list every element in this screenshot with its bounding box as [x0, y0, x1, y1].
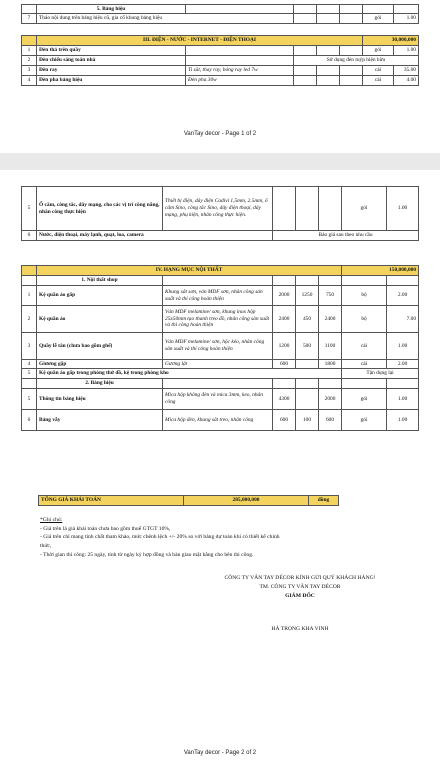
table-row: 4 Giương gặp Gương lật 600 1800 cái 2.00: [22, 360, 419, 369]
grand-total-value: 285,000,000: [184, 496, 309, 506]
table-row: 2 Kệ quần áo Ván MDF melamine/ sơn, khung inox hộp 25x50mm tạo thanh treo đồ, nhân công sản xuất và thi công hoàn thiện 2400 450 2400 bộ 7.00: [22, 306, 419, 333]
subsection-row: 2. Bảng hiệu: [22, 379, 419, 389]
quote-table-page1: [21, 4, 419, 86]
document-page-1: [0, 0, 440, 153]
note-line: thức,: [40, 542, 52, 549]
grand-total-row: [39, 496, 339, 506]
table-row: 1 Đèn thả trên quầy gói 1.00: [22, 46, 419, 56]
table-row: 5 Thông tin bảng hiệu Mica hộp không đèn và mica 3mm, keo, nhân công 4300 2000 gói 1.00: [22, 389, 419, 410]
section-bang-hieu-row: [22, 5, 419, 14]
grand-total-table: [38, 495, 339, 506]
company-name: TM. CÔNG TY VÂN TAY DÉCOR: [259, 583, 341, 590]
quote-table-page2-top: [21, 186, 419, 241]
section-total: 30,000,000: [363, 36, 419, 46]
notes-title: *Ghi chú:: [40, 517, 63, 523]
grand-total-label: TỔNG GIÁ KHÁI TOÁN: [39, 496, 184, 506]
note-line: - Thời gian thi công: 25 ngày, tính từ ngày ký hợp đồng và bàn giao mặt bằng cho bên thi công.: [40, 551, 254, 558]
table-row: 7 Tháo nội dung trên bảng hiệu cũ, gia cố khung bảng hiệu gói 1.00: [22, 14, 419, 24]
table-row: 4 Đèn pha bảng hiệu Đèn pha 30w cái 4.00: [22, 76, 419, 86]
section-4-header: [22, 266, 419, 276]
section-total: 150,000,000: [342, 266, 419, 276]
table-row: 3 Đèn ray Ti sắt, thay ray, bóng ray led 7w cái 35.00: [22, 66, 419, 76]
signer-name: HÀ TRỌNG KHA VINH: [271, 625, 329, 632]
subsection-row: 1. Nội thất shop: [22, 276, 419, 286]
section-title: IV. HẠNG MỤC NỘI THẤT: [37, 266, 342, 276]
note-line: - Giá trên là giá khái toán chưa bao gồm thuế GTGT 10%,: [40, 525, 171, 532]
table-row: 2 Đèn chiếu sáng toàn nhà Sử dụng đèn tuýp hiện hữu: [22, 56, 419, 66]
table-row: 6 Nước, điện thoại, máy lạnh, quạt, loa, camera Báo giá sau theo nhu cầu: [22, 231, 419, 241]
page-footer: VanTay decor - Page 2 of 2: [183, 750, 257, 756]
table-row: 3 Quầy lễ tân (chưa bao gồm ghế) Ván MDF melamine/ sơn, hộc kéo, nhân công sản xuất và thi công hoàn thiện 1200 500 1100 cái 1.00: [22, 333, 419, 360]
table-row: 6 Bảng vẫy Mica hộp đèn, khung sắt treo, nhân công 600 100 600 gói 1.00: [22, 410, 419, 431]
table-row: 1 Kệ quần áo gấp Khung sắt sơn, ván MDF sơn, nhân công sản xuất và thi công hoàn thiện 2000 1250 750 bộ 2.00: [22, 286, 419, 306]
signature-block: [0, 574, 440, 634]
section-3-header: [22, 36, 419, 46]
section-title: 5. Bảng hiệu: [37, 5, 186, 14]
signer-role: GIÁM ĐỐC: [285, 592, 315, 599]
page-footer: VanTay decor - Page 1 of 2: [183, 131, 257, 137]
table-row: 5 Kệ quần áo gấp trong phòng thử đồ, kệ trong phòng kho Tận dụng lại: [22, 369, 419, 379]
quote-table-interior: [21, 265, 419, 431]
section-title: III. ĐIỆN - NƯỚC - INTERNET - ĐIỆN THOẠI: [37, 36, 363, 46]
document-page-2: [0, 170, 440, 782]
grand-total-unit: đồng: [309, 496, 339, 506]
notes-block: [40, 516, 420, 559]
closing-greeting: CÔNG TY VÂN TAY DÉCOR KÍNH GỬI QUÝ KHÁCH HÀNG!: [224, 575, 376, 581]
table-row: 5 Ổ cắm, công tắc, dây mạng, cho các vị trí công năng, nhân công thực hiện Thiết bị điện, dây điện Cadivi 1,5mm, 2.5mm, ổ cắm Sino, công tắc Sino, dây điện thoại, dây mạng, phụ kiện, nhân công thực hiện. gói 1.00: [22, 187, 419, 231]
note-line: - Giá trên chỉ mang tính chất tham khảo, mức chênh lệch +/- 20% so với bảng dự toán khi có thiết kế chính: [40, 534, 280, 541]
